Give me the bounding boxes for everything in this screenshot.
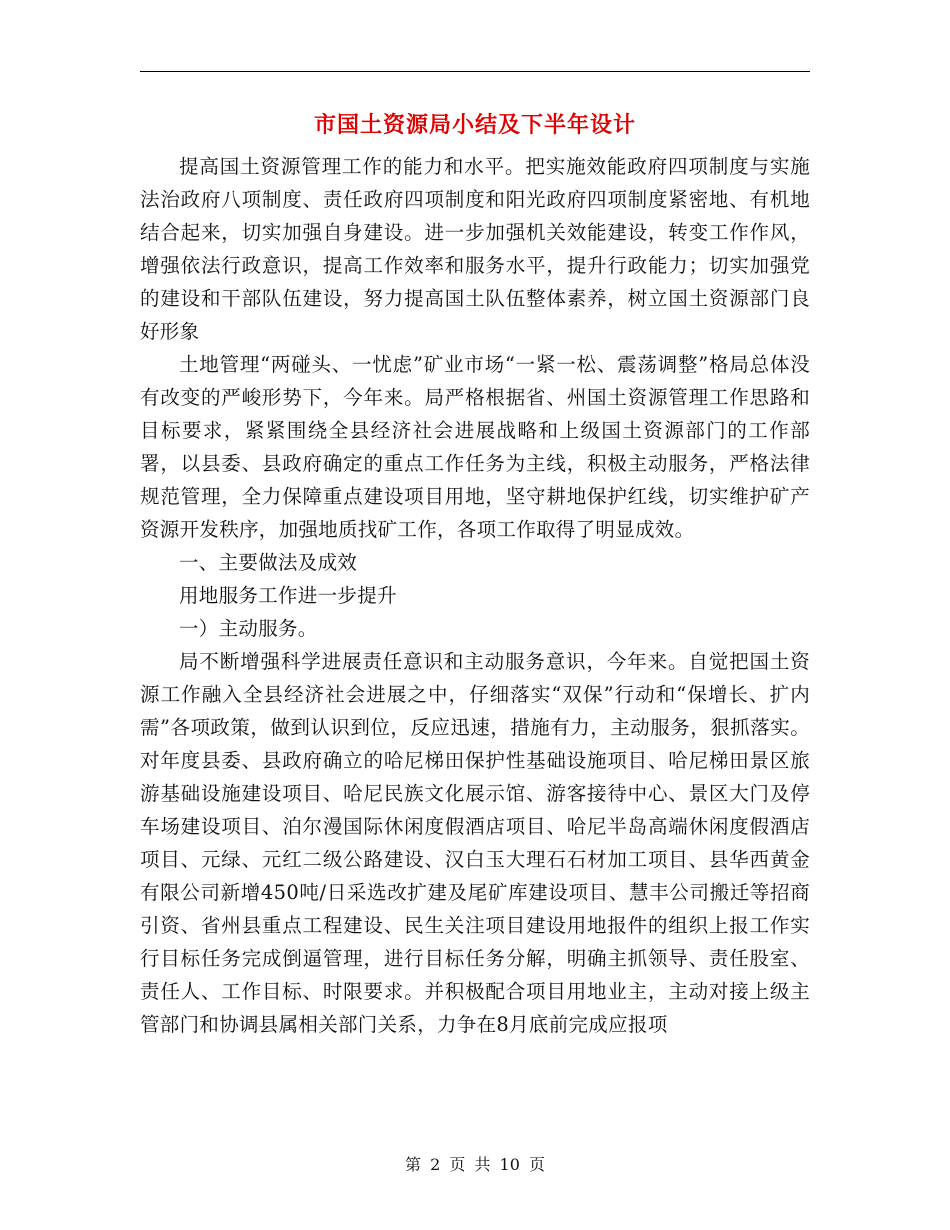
document-title: 市国土资源局小结及下半年设计 [313,112,636,138]
paragraph-service: 局不断增强科学进展责任意识和主动服务意识，今年来。自觉把国土资源工作融入全县经济社会进展之中，仔细落实“双保”行动和“保增长、扩内需”各项政策，做到认识到位，反应迅速，措施有力，主动服务，狠抓落实。对年度县委、县政府确立的哈尼梯田保护性基础设施项目、哈尼梯田景区旅游基础设施建设项目、哈尼民族文化展示馆、游客接待中心、景区大门及停车场建设项目、泊尔漫国际休闲度假酒店项目、哈尼半岛高端休闲度假酒店项目、元绿、元红二级公路建设、汉白玉大理石石材加工项目、县华西黄金有限公司新增450吨/日采选改扩建及尾矿库建设项目、慧丰公司搬迁等招商引资、省州县重点工程建设、民生关注项目建设用地报件的组织上报工作实行目标任务完成倒逼管理，进行目标任务分解，明确主抓领导、责任股室、责任人、工作目标、时限要求。并积极配合项目用地业主，主动对接上级主管部门和协调县属相关部门关系，力争在8月底前完成应报项 [140,650,810,1036]
section-heading: 一、主要做法及成效 [179,551,358,574]
paragraph-overview: 土地管理“两碰头、一忧虑”矿业市场“一紧一松、震荡调整”格局总体没有改变的严峻形势下，今年来。局严格根据省、州国土资源管理工作思路和目标要求，紧紧围绕全县经济社会进展战略和上级国土资源部门的工作部署，以县委、县政府确定的重点工作任务为主线，积极主动服务，严格法律规范管理，全力保障重点建设项目用地，坚守耕地保护红线，切实维护矿产资源开发秩序，加强地质找矿工作，各项工作取得了明显成效。 [140,353,810,541]
item-heading: 一）主动服务。 [179,617,318,640]
document-body [140,150,810,1041]
page-number-footer: 第 2 页 共 10 页 [405,1155,545,1174]
subsection-heading: 用地服务工作进一步提升 [179,584,397,607]
header-rule [140,71,810,72]
paragraph-intro: 提高国土资源管理工作的能力和水平。把实施效能政府四项制度与实施法治政府八项制度、责任政府四项制度和阳光政府四项制度紧密地、有机地结合起来，切实加强自身建设。进一步加强机关效能建设，转变工作作风，增强依法行政意识，提高工作效率和服务水平，提升行政能力；切实加强党的建设和干部队伍建设，努力提高国土队伍整体素养，树立国土资源部门良好形象 [140,155,810,343]
